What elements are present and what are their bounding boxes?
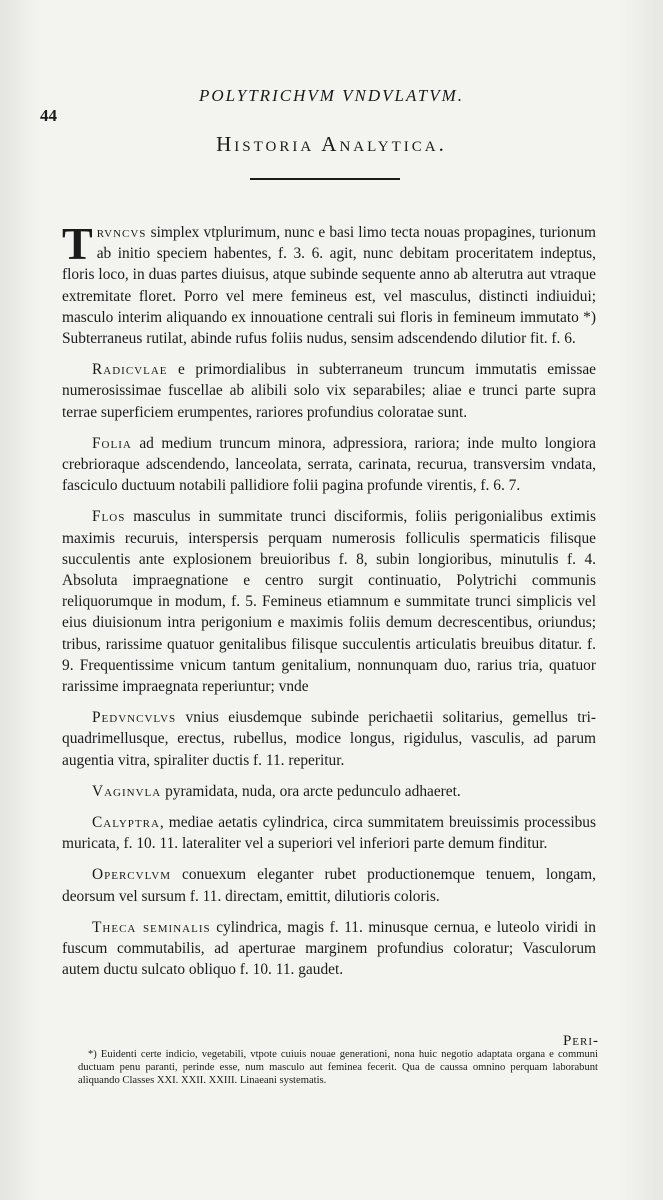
paragraph-theca <box>62 917 596 981</box>
footnote-text: *) Euidenti certe indicio, vegetabili, vtpote cuiuis nouae generationi, nona huic negotio adaptata organa e communi ductuam penu paranti, perinde esse, num masculo aut feminea fecerit. Qua de caussa omnino perquam laborabunt aliquando Classes XXI. XXII. XXIII. Linaeani systematis. <box>78 1049 598 1087</box>
paragraph-text: cylindrica, magis f. 11. minusque cernua, e luteolo viridi in fuscum commutabilis, ad aperturae marginem profundius coloratur; Vasculorum autem ductu sulcato obliquo f. 10. 11. gaudet. <box>62 918 596 979</box>
paragraph-folia <box>62 433 596 497</box>
paragraph-vaginula <box>62 781 596 802</box>
paragraph-text: e primordialibus in subterraneum truncum immutatis emissae numerosissimae fuscellae ab alibili solo vix separabiles; aliae e trunci parte supra terrae superficiem erumpentes, rariores profundius coloratae sunt. <box>62 361 596 421</box>
paragraph-operculum <box>62 864 596 906</box>
paragraph-text: vnius eiusdemque subinde perichaetii solitarius, gemellus tri-quadrimellusque, erectus, rubellus, modice longus, rigidulus, vasculis, ad parum augentia vitra, spiraliter ductis f. 11. reperitur. <box>62 709 596 769</box>
body-text <box>62 218 596 981</box>
paragraph-text: , mediae aetatis cylindrica, circa summitatem breuissimis processibus muricata, f. 10. 11. lateraliter vel a superiori vel inferiori parte demum finditur. <box>62 814 596 853</box>
lead-word: Opercvlvm <box>92 866 172 884</box>
paragraph-radiculae <box>62 359 596 423</box>
lead-word: Theca seminalis <box>92 918 211 936</box>
lead-word: Radicvlae <box>92 361 168 379</box>
paragraph-text: pyramidata, nuda, ora arcte pedunculo adhaeret. <box>161 782 461 800</box>
paragraph-text: masculus in summitate trunci disciformis, foliis perigonialibus extimis maximis recuruis, interspersis perquam numerosis folliculis spermaticis filisque succulentis ante explosionem breuioribus f. 8, subin longioribus, minutulis f. 4. Absoluta impraegnatione e centro surgit continuatio, Polytrichi communis reliquorumque in modum, f. 5. Femineus etiamnum e summitate trunci simplicis vel eius diuisionum intra perigonium e maximis foliis demum decrescentibus, oriundus; tribus, rarissime quatuor genitalibus filisque succulentis articulatis breuibus ditatur. f. 9. Frequentissime vnicum tantum genitalium, nonnunquam duo, rarius tria, quatuor rarissime impraegnata reperiuntur; vnde <box>62 508 596 696</box>
title-rule <box>250 178 400 180</box>
drop-cap: T <box>62 218 93 269</box>
section-title: Historia Analytica. <box>216 132 447 156</box>
paragraph-pedunculus <box>62 707 596 771</box>
page-number: 44 <box>40 106 57 125</box>
lead-word: Folia <box>92 434 132 452</box>
lead-word: rvncvs <box>96 224 147 241</box>
paragraph-text: simplex vtplurimum, nunc e basi limo tecta nouas propagines, turionum ab initio speciem habentes, f. 3. 6. agit, nunc debitam proceritatem indeptus, floris loco, in duas partes diuisus, atque subinde sequente anno ab alterutra aut vtraque extremitate floret. Porro vel mere femineus est, vel masculus, distincti indiuidui; masculo interim aliquando ex innouatione centrali sui floris in femineum immutato *) Subterraneus rutilat, abinde rufus foliis nudus, sensim adscendendo dilutior fit. f. 6. <box>62 224 596 348</box>
paragraph-calyptra <box>62 812 596 854</box>
paragraph-text: conuexum eleganter rubet productionemque tenuem, longam, deorsum vel sursum f. 11. directam, emittit, dilutioris coloris. <box>62 866 596 905</box>
paragraph-truncus <box>62 218 596 349</box>
paragraph-text: ad medium truncum minora, adpressiora, rariora; inde multo longiora crebrioraque adscendendo, lanceolata, serrata, carinata, recurua, transversim vndata, fasciculo ductuum notabili pallidiore folii pagina profunde virentis, f. 6. 7. <box>62 434 596 495</box>
lead-word: Pedvncvlvs <box>92 709 177 727</box>
lead-word: Calyptra <box>92 814 160 832</box>
running-head: POLYTRICHVM VNDVLATVM. <box>199 86 464 105</box>
lead-word: Flos <box>92 508 126 526</box>
lead-word: Vaginvla <box>92 782 162 800</box>
paragraph-flos <box>62 506 596 697</box>
footnote <box>78 1048 598 1088</box>
catchword: Peri- <box>562 1033 599 1049</box>
